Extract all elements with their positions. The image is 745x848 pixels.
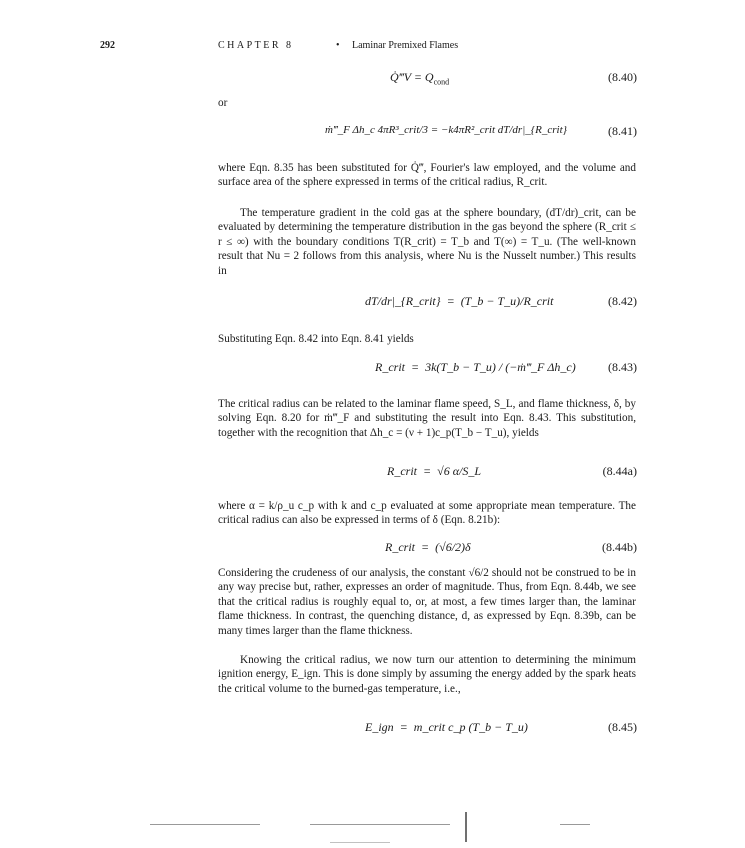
equation-8-43: R_crit = 3k(T_b − T_u) / (−ṁ‴_F Δh_c) (8.43) (375, 360, 637, 374)
header-bullet: • (336, 40, 340, 51)
eq-840-lhs: Q̇‴V = Q (390, 70, 434, 84)
eq-844a-lhs: R_crit (387, 464, 417, 478)
paragraph-2: The temperature gradient in the cold gas at the sphere boundary, (dT/dr)_crit, can be evaluated by determining the temperature distribution in the gas beyond the sphere (R_crit ≤ r ≤ ∞) with the boundary conditions T(R_crit) = T_b and T(∞) = T_u. (The well-known result that Nu = 2 follows from this analysis, where Nu is the Nusselt number.) This results in (218, 207, 636, 277)
eq-843-rhs: 3k(T_b − T_u) / (−ṁ‴_F Δh_c) (425, 360, 576, 374)
paragraph-7: Knowing the critical radius, we now turn our attention to determining the minimum ignition energy, E_ign. This is done simply by assuming the energy added by the spark heats the critical volume to the burned-gas temperature, i.e., (218, 654, 636, 695)
equation-number: (8.40) (608, 70, 637, 84)
scan-artifact (150, 824, 260, 825)
scan-artifact (560, 824, 590, 825)
eq-843-lhs: R_crit (375, 360, 405, 374)
paragraph-5: where α = k/ρ_u c_p with k and c_p evaluated at some appropriate mean temperature. The critical radius can also be expressed in terms of δ (Eqn. 8.21b): (218, 500, 636, 527)
or-text: or (218, 97, 228, 109)
equation-number: (8.44a) (602, 464, 637, 478)
eq-844b-rhs: (√6/2)δ (435, 540, 471, 554)
paragraph-6: Considering the crudeness of our analysis, the constant √6/2 should not be construed to be in any way precise but, rather, expresses an order of magnitude. Thus, from Eqn. 8.44b, we see that the critical radius is roughly equal to, or, at most, a few times larger than, the laminar flame thickness. In contrast, the quenching distance, d, as expressed by Eqn. 8.39b, can be many times larger than the flame thickness. (218, 567, 636, 637)
eq-840-sub: cond (433, 77, 450, 87)
page-number: 292 (100, 40, 115, 51)
eq-842-lhs: dT/dr|_{R_crit} (365, 294, 441, 308)
eq-845-rhs: m_crit c_p (T_b − T_u) (413, 720, 528, 734)
scan-artifact (465, 812, 467, 842)
running-header (100, 40, 635, 56)
equation-number: (8.45) (608, 720, 637, 734)
equation-8-40 (215, 70, 637, 90)
equation-number: (8.44b) (602, 540, 637, 554)
equation-number: (8.43) (608, 360, 637, 374)
equation-8-42: dT/dr|_{R_crit} = (T_b − T_u)/R_crit (8.42) (365, 294, 637, 308)
eq-845-lhs: E_ign (365, 720, 394, 734)
chapter-label: CHAPTER 8 (218, 40, 294, 51)
equation-8-45: E_ign = m_crit c_p (T_b − T_u) (8.45) (365, 720, 637, 734)
paragraph-1: where Eqn. 8.35 has been substituted for Q̇‴, Fourier's law employed, and the volume and surface area of the sphere expressed in terms of the critical radius, R_crit. (218, 162, 636, 189)
equation-8-41 (215, 118, 637, 150)
paragraph-4: The critical radius can be related to the laminar flame speed, S_L, and flame thickness, δ, by solving Eqn. 8.20 for ṁ‴_F and substituting the result into Eqn. 8.43. This substitution, together with the recognition that Δh_c = (ν + 1)c_p(T_b − T_u), yields (218, 398, 636, 439)
chapter-title: Laminar Premixed Flames (352, 40, 459, 51)
eq-842-rhs: (T_b − T_u)/R_crit (460, 294, 554, 308)
scan-artifact (330, 842, 390, 843)
scan-artifact (310, 824, 450, 825)
equation-8-44a: R_crit = √6 α/S_L (8.44a) (387, 464, 637, 478)
eq-841-body: ṁ‴_F Δh_c 4πR³_crit/3 = −k4πR²_crit dT/dr|_{R_crit} (325, 124, 568, 136)
eq-844b-lhs: R_crit (385, 540, 415, 554)
equation-8-44b: R_crit = (√6/2)δ (8.44b) (385, 540, 637, 554)
eq-844a-rhs: √6 α/S_L (437, 464, 482, 478)
paragraph-3: Substituting Eqn. 8.42 into Eqn. 8.41 yields (218, 333, 414, 345)
equation-number: (8.41) (608, 124, 637, 138)
equation-number: (8.42) (608, 294, 637, 308)
